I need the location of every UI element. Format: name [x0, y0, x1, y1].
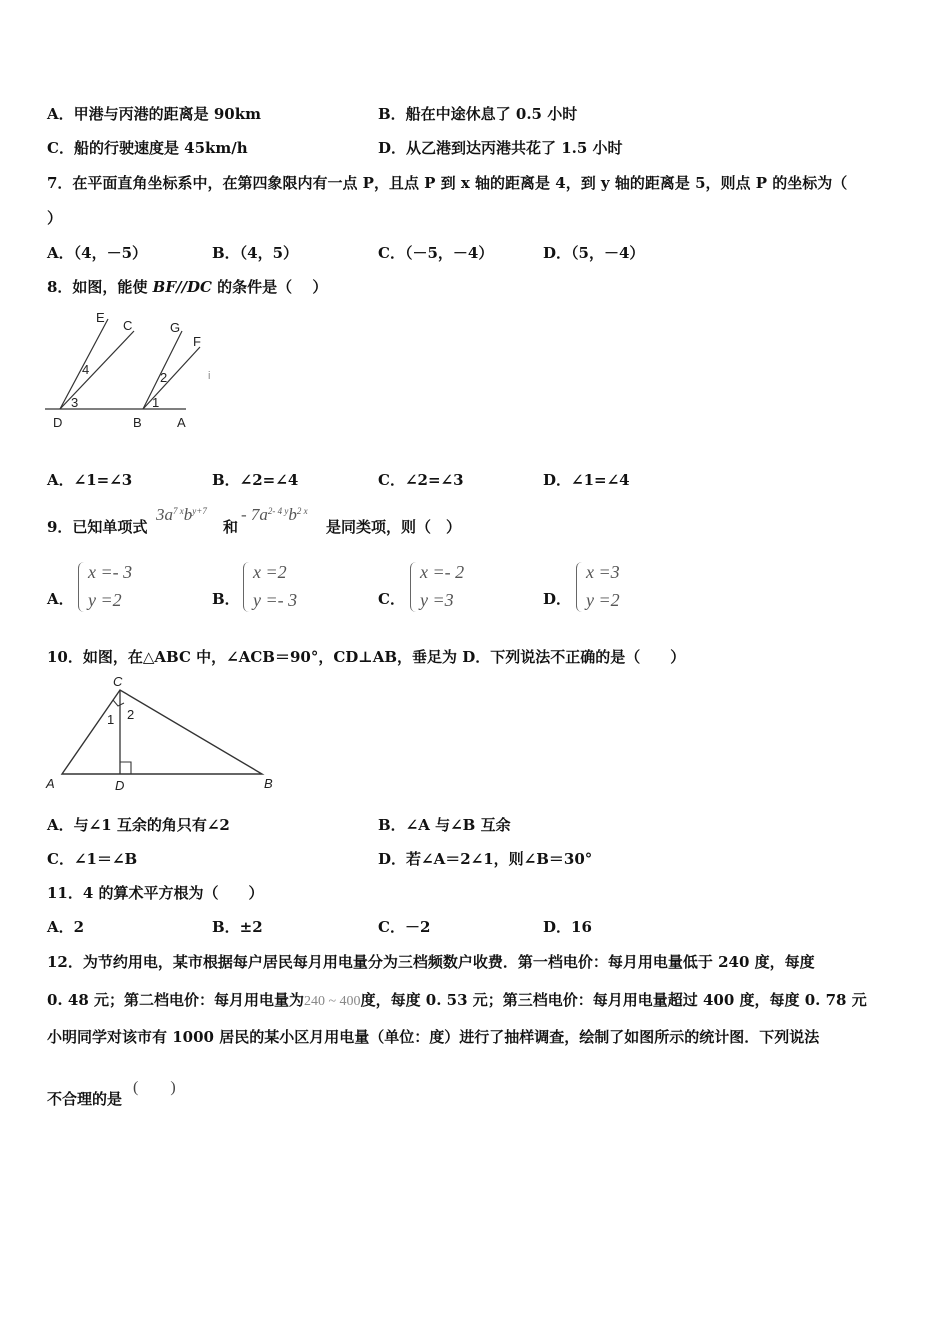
q9-option-c-brace [410, 562, 419, 612]
q9-option-b-eq1: x =2 [253, 562, 287, 582]
q9-option-b-eq2: y =- 3 [253, 590, 298, 610]
q9-and: 和 [223, 518, 239, 536]
q7-stem-line1: 7．在平面直角坐标系中，在第四象限内有一点 P，且点 P 到 x 轴的距离是 4，到 y 轴的距离是 5，则点 P 的坐标为（ [47, 174, 848, 192]
label-g: G [170, 320, 181, 335]
q7-option-b: B．（4，5） [212, 244, 299, 262]
label-e: E [96, 310, 105, 325]
label-f: F [193, 334, 201, 349]
label-b: B [264, 776, 273, 791]
q8-option-d: D．∠1=∠4 [543, 471, 630, 489]
label-angle2: 2 [127, 707, 135, 722]
q10-option-d: D．若∠A＝2∠1，则∠B＝30° [378, 850, 593, 868]
q8-figure [40, 305, 230, 435]
q10-stem: 10．如图，在△ABC 中，∠ACB＝90°，CD⊥AB，垂足为 D．下列说法不正确的是（ ） [47, 648, 686, 666]
q10-figure [40, 672, 285, 797]
q10-option-b: B．∠A 与∠B 互余 [378, 816, 511, 834]
q9-option-a-label: A． [47, 590, 74, 608]
label-c: C [113, 674, 123, 689]
q7-stem-line2: ） [47, 209, 63, 227]
right-angle-mark-c [113, 700, 124, 706]
label-angle1: 1 [152, 395, 160, 410]
q9-option-c-label: C． [378, 590, 405, 608]
q9-monomial-2: - $7a^{2- 4 y}b^{2 x}$ [241, 505, 308, 524]
q12-answer-paren: ( ) [133, 1079, 176, 1096]
q8-option-c: C．∠2=∠3 [378, 471, 464, 489]
q9-option-a-brace [78, 562, 87, 612]
label-angle1: 1 [107, 712, 115, 727]
label-angle2: 2 [160, 370, 168, 385]
q9-option-d-label: D． [543, 590, 572, 608]
q7-option-a: A．（4，－5） [47, 244, 148, 262]
label-a: A [46, 776, 55, 791]
q11-option-a: A．2 [47, 918, 85, 936]
q9-option-d-eq1: x =3 [586, 562, 620, 582]
q12-line3: 小明同学对该市有 1000 居民的某小区月用电量（单位：度）进行了抽样调查，绘制了如图所示的统计图．下列说法 [47, 1028, 820, 1046]
q11-option-d: D．16 [543, 918, 592, 936]
q9-option-a-eq1: x =- 3 [88, 562, 133, 582]
triangle-abc [62, 690, 262, 774]
q12-line2: 0. 48 元；第二档电价：每月用电量为240 ~ 400度，每度 0. 53 元；第三档电价：每月用电量超过 400 度，每度 0. 78 元 [47, 991, 867, 1009]
q11-stem: 11．4 的算术平方根为（ ） [47, 884, 264, 902]
q6-option-c: C．船的行驶速度是 45km/h [47, 139, 248, 157]
q9-option-c-eq1: x =- 2 [420, 562, 465, 582]
q6-option-b: B．船在中途休息了 0.5 小时 [378, 105, 578, 123]
label-angle4: 4 [82, 362, 90, 377]
q9-stem-end: 是同类项，则（ ） [326, 518, 462, 536]
q6-option-d: D．从乙港到达丙港共花了 1.5 小时 [378, 139, 623, 157]
q10-option-a: A．与∠1 互余的角只有∠2 [47, 816, 230, 834]
q6-option-a: A．甲港与丙港的距离是 90km [47, 105, 262, 123]
q11-option-b: B．±2 [212, 918, 263, 936]
right-angle-mark-d [120, 762, 131, 774]
label-b: B [133, 415, 142, 430]
label-angle3: 3 [71, 395, 79, 410]
q9-option-d-brace [576, 562, 585, 612]
q9-stem-intro: 9．已知单项式 [47, 518, 148, 536]
q9-option-c-eq2: y =3 [420, 590, 454, 610]
label-c: C [123, 318, 133, 333]
q8-stem: 8．如图，能使 BF//DC 的条件是（ ） [47, 278, 328, 296]
q10-option-c: C．∠1＝∠B [47, 850, 138, 868]
label-d: D [115, 778, 125, 793]
q12-line4: 不合理的是 [47, 1090, 123, 1108]
q9-monomial-1: $3a^{7 x}b^{y+7}$ [156, 505, 207, 524]
q8-option-a: A．∠1=∠3 [47, 471, 133, 489]
q9-option-b-label: B． [212, 590, 240, 608]
q12-line1: 12．为节约用电，某市根据每户居民每月用电量分为三档频数户收费．第一档电价：每月用电量低于 240 度，每度 [47, 953, 815, 971]
q9-option-b-brace [243, 562, 252, 612]
q7-option-d: D．（5，－4） [543, 244, 645, 262]
q11-option-c: C．－2 [378, 918, 431, 936]
label-d: D [53, 415, 63, 430]
q9-option-d-eq2: y =2 [586, 590, 620, 610]
q9-option-a-eq2: y =2 [88, 590, 122, 610]
q8-option-b: B．∠2=∠4 [212, 471, 299, 489]
stray-mark: i [208, 370, 211, 382]
q7-option-c: C．（－5，－4） [378, 244, 494, 262]
label-a: A [177, 415, 186, 430]
